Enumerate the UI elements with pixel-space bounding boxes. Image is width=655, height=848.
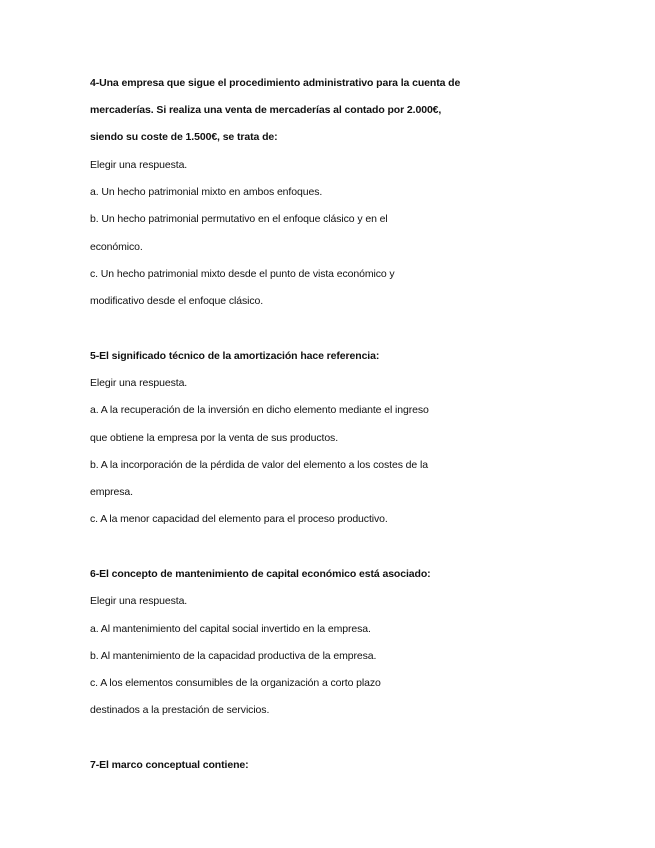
question-4-prompt: Elegir una respuesta.	[90, 159, 188, 171]
question-5-option-b-line-1[interactable]: b. A la incorporación de la pérdida de valor del elemento a los costes de la	[90, 459, 428, 471]
question-5-option-c[interactable]: c. A la menor capacidad del elemento para el proceso productivo.	[90, 513, 388, 525]
question-5-option-b-line-2[interactable]: empresa.	[90, 486, 133, 498]
question-5-title: 5-El significado técnico de la amortización hace referencia:	[90, 350, 380, 362]
question-4-option-c-line-2[interactable]: modificativo desde el enfoque clásico.	[90, 295, 264, 307]
question-4-option-b-line-1[interactable]: b. Un hecho patrimonial permutativo en el enfoque clásico y en el	[90, 213, 388, 225]
question-6-option-c-line-1[interactable]: c. A los elementos consumibles de la organización a corto plazo	[90, 677, 381, 689]
question-5-prompt: Elegir una respuesta.	[90, 377, 188, 389]
question-5-option-a-line-2[interactable]: que obtiene la empresa por la venta de sus productos.	[90, 432, 339, 444]
question-4-option-b-line-2[interactable]: económico.	[90, 241, 143, 253]
question-4-title-line-3: siendo su coste de 1.500€, se trata de:	[90, 131, 278, 143]
question-4-option-a[interactable]: a. Un hecho patrimonial mixto en ambos enfoques.	[90, 186, 323, 198]
question-5-option-a-line-1[interactable]: a. A la recuperación de la inversión en dicho elemento mediante el ingreso	[90, 404, 429, 416]
question-4-title-line-2: mercaderías. Si realiza una venta de mercaderías al contado por 2.000€,	[90, 104, 442, 116]
question-6-prompt: Elegir una respuesta.	[90, 595, 188, 607]
question-6-option-a[interactable]: a. Al mantenimiento del capital social invertido en la empresa.	[90, 623, 371, 635]
question-6-title: 6-El concepto de mantenimiento de capital económico está asociado:	[90, 568, 431, 580]
question-6-option-b[interactable]: b. Al mantenimiento de la capacidad productiva de la empresa.	[90, 650, 377, 662]
question-4-option-c-line-1[interactable]: c. Un hecho patrimonial mixto desde el punto de vista económico y	[90, 268, 395, 280]
question-4-title-line-1: 4-Una empresa que sigue el procedimiento administrativo para la cuenta de	[90, 77, 461, 89]
question-6-option-c-line-2[interactable]: destinados a la prestación de servicios.	[90, 704, 270, 716]
question-7-title: 7-El marco conceptual contiene:	[90, 759, 249, 771]
